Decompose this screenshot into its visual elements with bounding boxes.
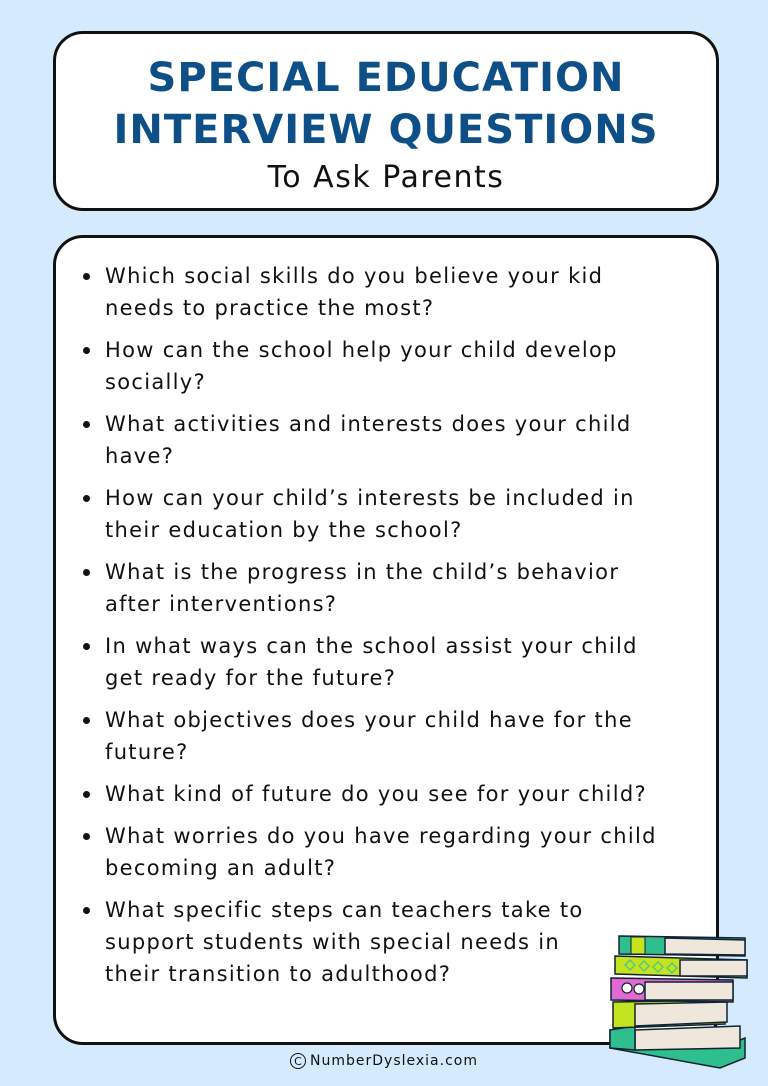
- bullet-icon: [83, 347, 90, 354]
- title-line-1: SPECIAL EDUCATION: [147, 55, 625, 101]
- stack-of-books-icon: [605, 930, 755, 1070]
- question-item: What activities and interests does your child have?: [105, 408, 686, 472]
- bullet-icon: [83, 833, 90, 840]
- question-item: What objectives does your child have for the future?: [105, 704, 686, 768]
- question-item: What worries do you have regarding your child becoming an adult?: [105, 820, 686, 884]
- bullet-icon: [83, 495, 90, 502]
- subtitle: To Ask Parents: [267, 160, 505, 195]
- footer: [0, 1053, 768, 1069]
- bullet-icon: [83, 569, 90, 576]
- questions-list: [56, 238, 716, 990]
- question-item: What is the progress in the child’s behavior after interventions?: [105, 556, 686, 620]
- questions-card: [53, 235, 719, 1045]
- question-item: How can your child’s interests be included in their education by the school?: [105, 482, 686, 546]
- bullet-icon: [83, 273, 90, 280]
- question-item: In what ways can the school assist your child get ready for the future?: [105, 630, 686, 694]
- bullet-icon: [83, 643, 90, 650]
- bullet-icon: [83, 791, 90, 798]
- bullet-icon: [83, 907, 90, 914]
- question-item: What kind of future do you see for your child?: [105, 778, 686, 810]
- bullet-icon: [83, 717, 90, 724]
- bullet-icon: [83, 421, 90, 428]
- question-item: Which social skills do you believe your kid needs to practice the most?: [105, 260, 686, 324]
- question-item: How can the school help your child develop socially?: [105, 334, 686, 398]
- title-card: [53, 31, 719, 211]
- copyright-icon: C: [290, 1053, 306, 1069]
- question-item: What specific steps can teachers take to support students with special needs in their transition to adulthood?: [105, 894, 686, 990]
- site-name: NumberDyslexia.com: [310, 1053, 478, 1069]
- title-line-2: INTERVIEW QUESTIONS: [113, 107, 659, 153]
